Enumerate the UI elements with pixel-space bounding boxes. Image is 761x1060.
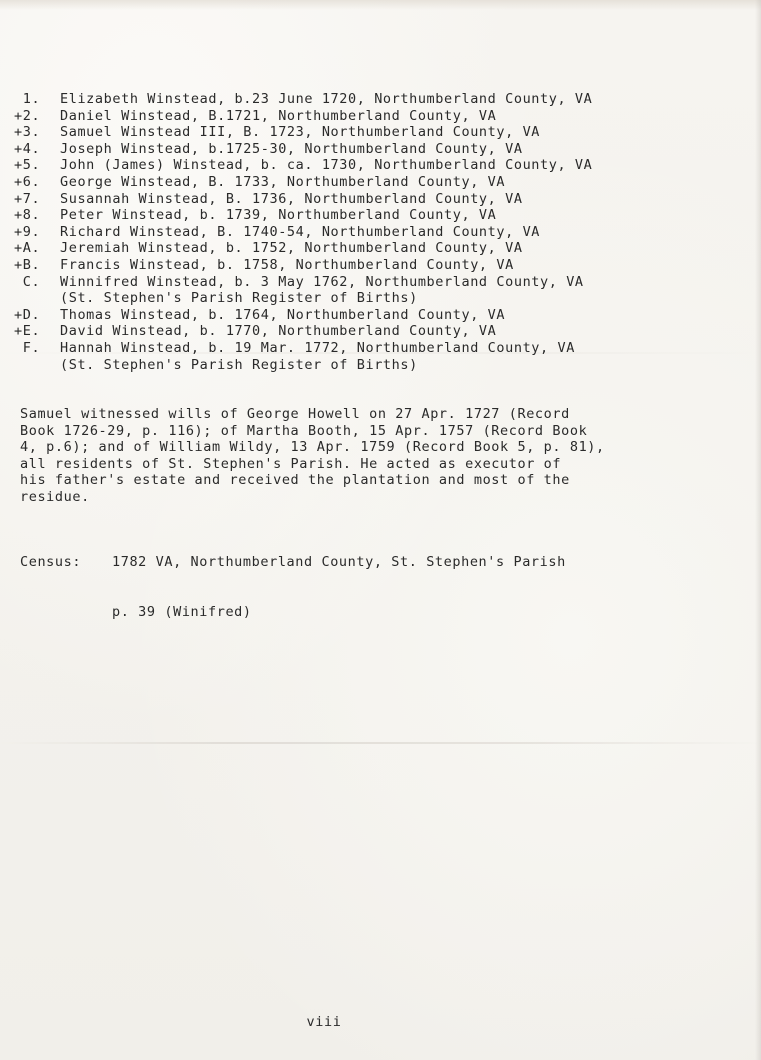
child-text: Winnifred Winstead, b. 3 May 1762, Northumberland County, VA [60, 273, 584, 290]
child-entry [14, 307, 744, 324]
child-text: Hannah Winstead, b. 19 Mar. 1772, Northumberland County, VA [60, 339, 575, 356]
child-entry [14, 257, 744, 274]
child-marker: +A. [14, 240, 41, 257]
child-marker: +B. [14, 256, 41, 273]
child-note-row [14, 290, 744, 307]
child-text: Joseph Winstead, b.1725-30, Northumberland County, VA [60, 140, 523, 157]
census-label: Census: [20, 554, 82, 571]
child-marker: +D. [14, 306, 41, 323]
child-note: (St. Stephen's Parish Register of Births) [60, 290, 418, 307]
child-marker: +9. [14, 223, 41, 240]
census-block [20, 521, 720, 654]
child-note: (St. Stephen's Parish Register of Births) [60, 356, 418, 373]
paragraph-line: Book 1726-29, p. 116); of Martha Booth, 15 Apr. 1757 (Record Book [20, 422, 588, 439]
child-marker: +7. [14, 190, 41, 207]
census-line-1: 1782 VA, Northumberland County, St. Stephen's Parish [112, 554, 566, 571]
child-entry [14, 174, 744, 191]
child-text: Peter Winstead, b. 1739, Northumberland County, VA [60, 207, 497, 224]
census-label-spacer [20, 604, 112, 621]
child-text: David Winstead, b. 1770, Northumberland County, VA [60, 323, 497, 340]
child-text: Elizabeth Winstead, b.23 June 1720, Northumberland County, VA [60, 91, 593, 107]
child-text: John (James) Winstead, b. ca. 1730, Northumberland County, VA [60, 157, 593, 174]
child-entry [14, 340, 744, 357]
child-marker: +2. [14, 107, 41, 124]
child-marker: 1. [14, 91, 41, 107]
child-entry [14, 157, 744, 174]
child-note-indent [14, 357, 60, 374]
paragraph-line: residue. [20, 488, 90, 505]
child-text: Francis Winstead, b. 1758, Northumberland County, VA [60, 256, 514, 273]
page-number: viii [306, 1014, 342, 1030]
wills-paragraph [20, 406, 720, 506]
child-entry [14, 224, 744, 241]
paper-top-edge [0, 0, 761, 10]
children-list [14, 91, 744, 373]
child-text: Susannah Winstead, B. 1736, Northumberland County, VA [60, 190, 523, 207]
child-text: George Winstead, B. 1733, Northumberland County, VA [60, 173, 506, 190]
child-text: Daniel Winstead, B.1721, Northumberland County, VA [60, 107, 497, 124]
child-entry [14, 108, 744, 125]
paper-right-edge [755, 0, 761, 1060]
child-note-indent [14, 290, 60, 307]
paragraph-line: Samuel witnessed wills of George Howell on 27 Apr. 1727 (Record [20, 406, 570, 422]
child-marker: +8. [14, 207, 41, 224]
census-line-2: p. 39 (Winifred) [112, 603, 252, 620]
child-entry [14, 141, 744, 158]
paragraph-line: 4, p.6); and of William Wildy, 13 Apr. 1759 (Record Book 5, p. 81), [20, 439, 605, 456]
paper-fold-line-lower [0, 742, 761, 744]
child-text: Richard Winstead, B. 1740-54, Northumberland County, VA [60, 223, 541, 240]
child-marker: +E. [14, 323, 41, 340]
child-marker: +4. [14, 140, 41, 157]
child-entry [14, 124, 744, 141]
child-marker: +6. [14, 173, 41, 190]
census-row-2 [20, 604, 720, 621]
child-entry [14, 91, 744, 108]
child-marker: C. [14, 273, 41, 290]
child-entry [14, 323, 744, 340]
child-entry [14, 274, 744, 291]
child-text: Samuel Winstead III, B. 1723, Northumberland County, VA [60, 124, 541, 141]
child-text: Thomas Winstead, b. 1764, Northumberland County, VA [60, 306, 506, 323]
child-entry [14, 191, 744, 208]
child-entry [14, 240, 744, 257]
child-marker: +5. [14, 157, 41, 174]
child-marker: +3. [14, 124, 41, 141]
child-note-row [14, 357, 744, 374]
child-entry [14, 207, 744, 224]
paragraph-line: his father's estate and received the plantation and most of the [20, 472, 570, 489]
child-marker: F. [14, 339, 41, 356]
census-row-1 [20, 554, 720, 571]
paragraph-line: all residents of St. Stephen's Parish. He acted as executor of [20, 455, 562, 472]
child-text: Jeremiah Winstead, b. 1752, Northumberland County, VA [60, 240, 523, 257]
